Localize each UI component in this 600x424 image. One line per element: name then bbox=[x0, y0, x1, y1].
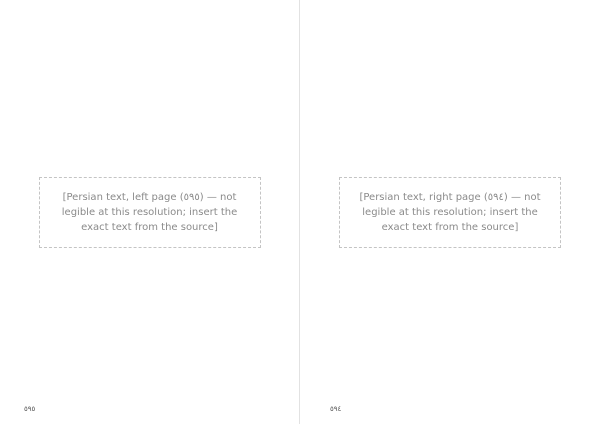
left-page-number: ٥٩٥ bbox=[24, 405, 36, 413]
right-page-body bbox=[324, 36, 576, 388]
right-page-number: ٥٩٤ bbox=[330, 405, 342, 413]
left-page-body bbox=[24, 36, 275, 388]
right-page-text-placeholder: [Persian text, right page (٥٩٤) — not legible at this resolution; insert the exact text from the source] bbox=[339, 177, 561, 248]
right-page bbox=[300, 0, 600, 424]
left-page-text-placeholder: [Persian text, left page (٥٩٥) — not legible at this resolution; insert the exact text from the source] bbox=[39, 177, 261, 248]
